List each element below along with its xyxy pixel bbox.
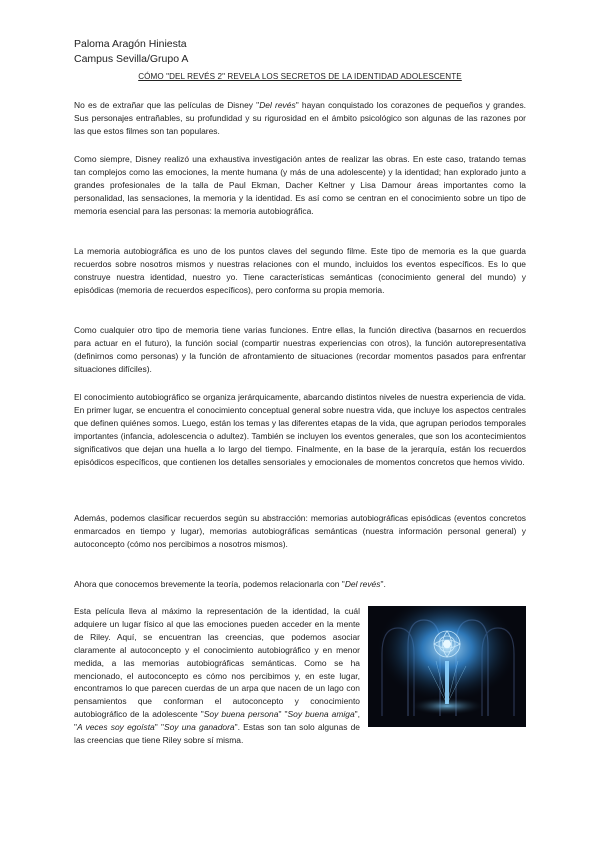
belief-quote: Soy una ganadora	[163, 722, 235, 733]
belief-quote: Soy buena persona	[203, 709, 279, 720]
paragraph-autobiographical-memory: La memoria autobiográfica es uno de los puntos claves del segundo filme. Este tipo de memoria es la que guarda recuerdos sobre nosotros mismos y nuestras relaciones con el mundo, incluidos los eventos específicos. Es lo que construye nuestra identidad, nuestro yo. Tiene características semánticas (conocimiento general del mundo) y episódicas (memoria de recuerdos específicos), pero conforma su propia memoria.	[74, 246, 526, 295]
sense-of-self-image	[368, 606, 526, 727]
belief-quote: Soy buena amiga	[287, 709, 355, 720]
paragraph-film-analysis-block	[74, 605, 526, 747]
film-title: Del revés	[259, 100, 296, 110]
glowing-tree-icon	[368, 606, 526, 727]
paragraph-hierarchy: El conocimiento autobiográfico se organiza jerárquicamente, abarcando distintos niveles de nuestra experiencia de vida. En primer lugar, se encuentra el conocimiento conceptual general sobre nuestra vida, que incluye los aspectos centrales que definen quiénes somos. Luego, están los temas y las diferentes etapas de la vida, que agrupan periodos temporales importantes (infancia, adolescencia o adultez). También se incluyen los eventos generales, que son los acontecimientos significativos que dejan una huella a lo largo del tiempo. Finalmente, en la base de la jerarquía, están los recuerdos episódicos específicos, que contienen los detalles sensoriales y emocionales de momentos concretos que hemos vivido.	[74, 392, 526, 467]
paragraph-research: Como siempre, Disney realizó una exhaustiva investigación antes de realizar las obras. En este caso, tratando temas tan complejos como las emociones, la mente humana (y más de una adolescente) y la identidad; han explorado junto a grandes profesionales de la talla de Paul Ekman, Dacher Keltner y Lisa Damour áreas importantes como la personalidad, las sensaciones, la memoria y la identidad. Es así como se centran en el conocimiento sobre un tipo de memoria esencial para las personas: la memoria autobiográfica.	[74, 154, 526, 216]
paragraph-memory-functions: Como cualquier otro tipo de memoria tiene varias funciones. Entre ellas, la función directiva (basarnos en recuerdos para actuar en el futuro), la función social (compartir nuestras experiencias con otros), la función autorepresentativa (definirnos como personas) y la función de afrontamiento de situaciones (recordar momentos pasados para enfrentar situaciones difíciles).	[74, 325, 526, 374]
author-block	[74, 37, 188, 67]
paragraph-classification: Además, podemos clasificar recuerdos según su abstracción: memorias autobiográficas episódicas (eventos concretos enmarcados en tiempo y lugar), memorias autobiográficas semánticas (nuestra información personal general) y autoconcepto (cómo nos percibimos a nosotros mismos).	[74, 513, 526, 549]
paragraph-intro: No es de extrañar que las películas de Disney "Del revés" hayan conquistado los corazones de pequeños y grandes. Sus personajes entrañables, su profundidad y su rigurosidad en el ámbito psicológico son algunas de las razones por las que estos filmes son tan populares.	[74, 100, 527, 136]
author-name: Paloma Aragón Hiniesta	[74, 38, 187, 50]
film-title: Del revés	[344, 579, 381, 589]
paragraph-film-analysis: Esta película lleva al máximo la representación de la identidad, la cuál adquiere un lugar físico al que las emociones pueden acceder en la mente de Riley. Aquí, se encuentran las creencias, que podemos asociar claramente al autoconcepto y el conocimiento autobiográfico y en menor medida, a las memorias autobiográficas semánticas. Como se ha mencionado, el autoconcepto es cómo nos percibimos y, en este lugar, encontramos lo que parecen cuerdas de un arpa que nacen de un lago con pensamientos que conforman el autoconcepto y conocimiento autobiográfico de la adolescente "Soy buena persona" "Soy buena amiga", "A veces soy egoísta" "Soy una ganadora". Estas son tan solo algunas de las creencias que tiene Riley sobre sí misma.	[74, 606, 360, 746]
author-group: Campus Sevilla/Grupo A	[74, 53, 189, 65]
paragraph-transition: Ahora que conocemos brevemente la teoría, podemos relacionarla con "Del revés".	[74, 579, 386, 589]
document-title: CÓMO "DEL REVÉS 2" REVELA LOS SECRETOS DE LA IDENTIDAD ADOLESCENTE	[138, 72, 462, 81]
belief-quote: A veces soy egoísta	[77, 722, 155, 733]
